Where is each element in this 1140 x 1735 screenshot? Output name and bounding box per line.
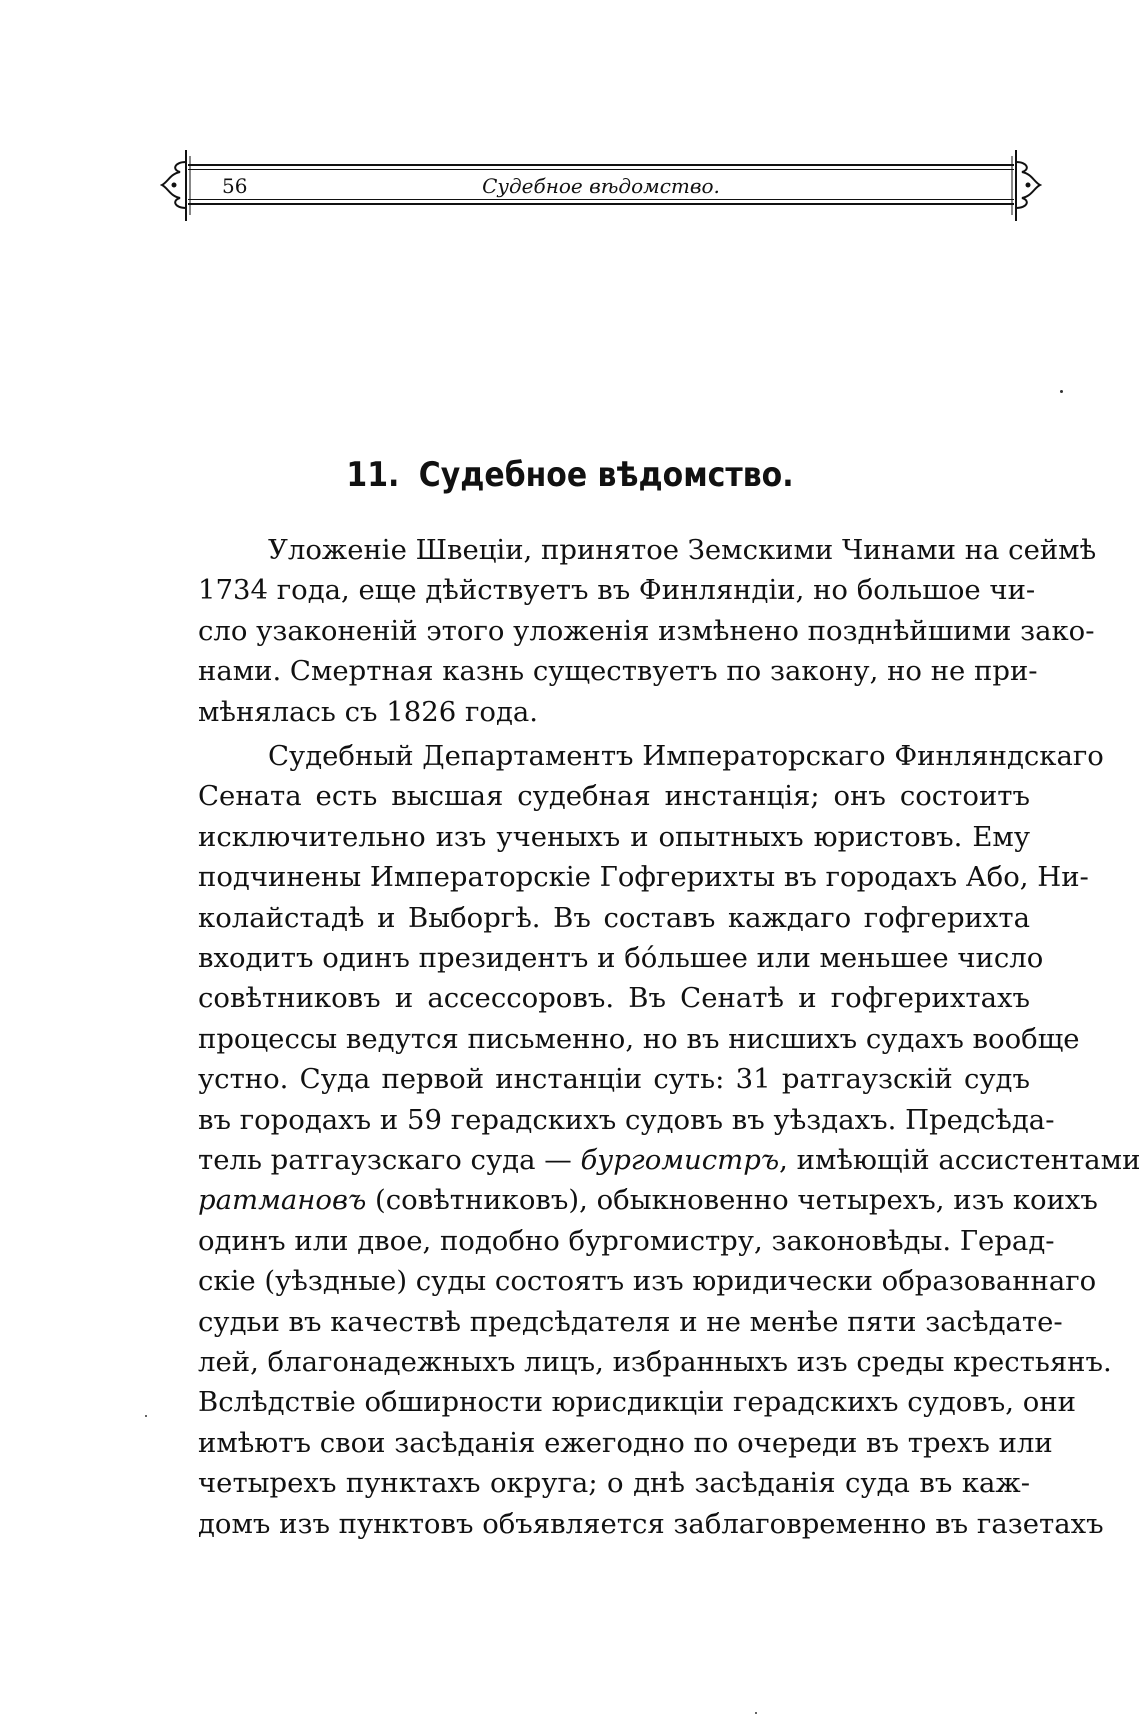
scan-speck <box>145 1415 147 1417</box>
text-line <box>198 898 1030 938</box>
text-run: сло узаконеній этого уложенія измѣнено позднѣйшими зако- <box>198 614 1095 647</box>
text-run: одинъ или двое, подобно бургомистру, законовѣды. Герад- <box>198 1224 1055 1257</box>
text-line <box>198 530 1097 570</box>
text-run: лей, благонадежныхъ лицъ, избранныхъ изъ среды крестьянъ. <box>198 1346 1112 1378</box>
text-run: въ городахъ и 59 герадскихъ судовъ въ уѣздахъ. Предсѣда- <box>198 1103 1055 1136</box>
section-number: 11. <box>346 455 400 495</box>
text-line <box>198 1423 1053 1463</box>
running-header <box>160 148 1042 223</box>
text-run: исключительно изъ ученыхъ и опытныхъ юристовъ. Ему <box>198 820 1030 853</box>
text-run: подчинены Императорскіе Гофгерихты въ городахъ Або, Ни- <box>198 861 1089 894</box>
text-run: устно. Суда первой инстанціи суть: 31 ратгаузскій судъ <box>198 1063 1030 1096</box>
text-line <box>198 736 1104 776</box>
text-line <box>198 1180 1098 1220</box>
section-heading <box>68 455 1071 495</box>
text-run: Уложеніе Швеціи, принятое Земскими Чинами на сеймѣ <box>268 534 1097 566</box>
text-run: тель ратгаузскаго суда — <box>198 1144 581 1176</box>
italic-term: бургомистръ <box>580 1144 780 1176</box>
text-line <box>198 978 1030 1018</box>
text-run: четырехъ пунктахъ округа; о днѣ засѣданія суда въ каж- <box>198 1467 1030 1500</box>
text-run: совѣтниковъ и ассессоровъ. Въ Сенатѣ и гофгерихтахъ <box>198 982 1030 1015</box>
text-run: имѣютъ свои засѣданія ежегодно по очереди въ трехъ или <box>198 1426 1053 1459</box>
text-run: мѣнялась съ 1826 года. <box>198 695 539 728</box>
text-line <box>198 611 1095 651</box>
text-run: нами. Смертная казнь существуетъ по закону, но не при- <box>198 655 1038 688</box>
text-run: 1734 года, еще дѣйствуетъ въ Финляндіи, но большое чи- <box>198 574 1036 607</box>
text-line <box>198 692 1030 732</box>
text-line <box>198 1140 1140 1180</box>
section-title: Судебное вѣдомство. <box>418 455 794 495</box>
scan-speck <box>755 1712 757 1714</box>
text-line <box>198 1342 1112 1382</box>
text-line <box>198 1463 1030 1503</box>
text-line <box>198 817 1030 857</box>
text-line <box>198 1261 1097 1301</box>
text-run: входитъ одинъ президентъ и бóльшее или меньшее число <box>198 942 1044 974</box>
text-line <box>198 1382 1076 1422</box>
text-line <box>198 1302 1063 1342</box>
page-number: 56 <box>222 174 248 198</box>
text-line <box>198 1504 1104 1544</box>
text-run: судьи въ качествѣ предсѣдателя и не менѣе пяти засѣдате- <box>198 1305 1063 1338</box>
text-run: (совѣтниковъ), обыкновенно четырехъ, изъ коихъ <box>366 1184 1098 1217</box>
italic-term: ратмановъ <box>198 1184 367 1217</box>
text-run: Сената есть высшая судебная инстанція; онъ состоитъ <box>198 780 1030 813</box>
text-line <box>198 857 1089 897</box>
text-line <box>198 1059 1030 1099</box>
text-line <box>198 1221 1055 1261</box>
running-title: Судебное вѣдомство. <box>482 174 720 198</box>
text-run: домъ изъ пунктовъ объявляется заблаговременно въ газетахъ <box>198 1507 1104 1540</box>
text-run: колайстадѣ и Выборгѣ. Въ составъ каждаго гофгерихта <box>198 901 1030 934</box>
text-line <box>198 1100 1055 1140</box>
text-line <box>198 776 1030 816</box>
text-line <box>198 1019 1080 1059</box>
text-line <box>198 651 1038 691</box>
text-run: процессы ведутся письменно, но въ нисшихъ судахъ вообще <box>198 1022 1080 1055</box>
text-line <box>198 938 1044 978</box>
text-run: Судебный Департаментъ Императорскаго Финляндскаго <box>268 740 1104 772</box>
text-run: Вслѣдствіе обширности юрисдикціи герадскихъ судовъ, они <box>198 1386 1076 1419</box>
right-ornament-icon <box>1002 148 1042 223</box>
scan-speck <box>1060 390 1063 393</box>
text-run: скіе (уѣздные) суды состоятъ изъ юридически образованнаго <box>198 1265 1097 1298</box>
text-line <box>198 570 1036 610</box>
text-run: , имѣющій ассистентами <box>779 1144 1140 1176</box>
